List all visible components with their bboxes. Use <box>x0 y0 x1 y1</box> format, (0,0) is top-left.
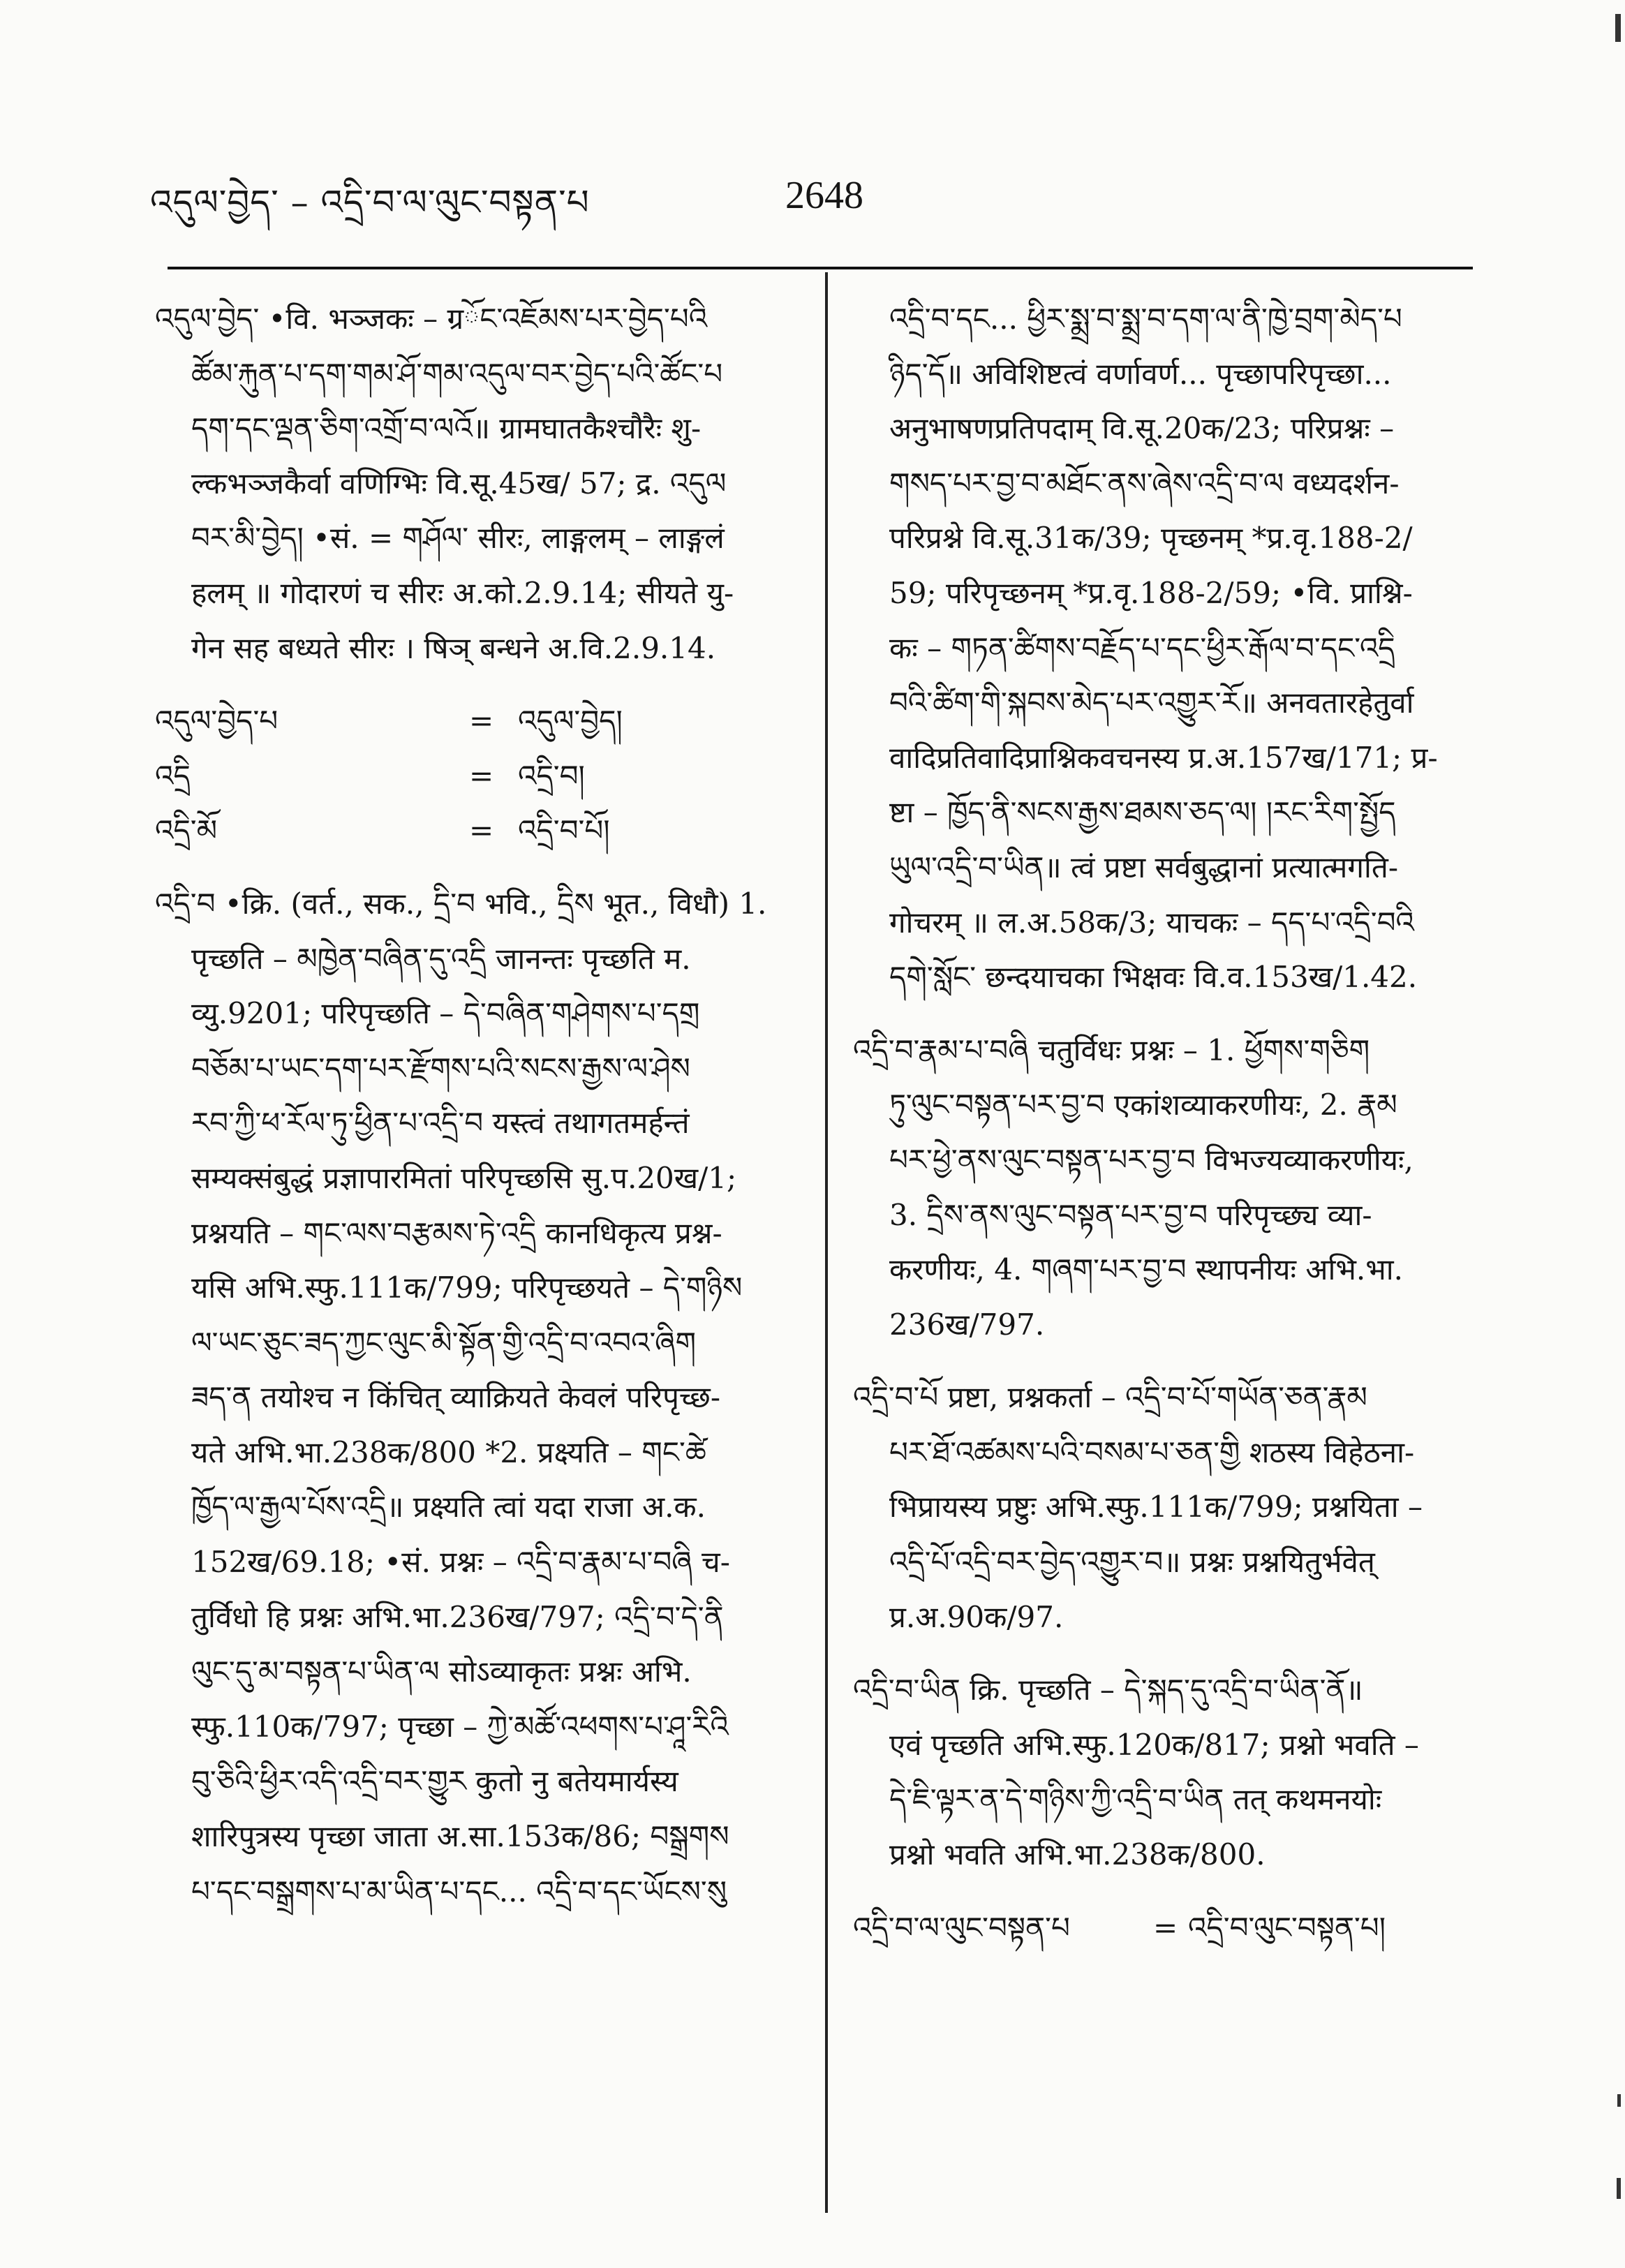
entry-line: གསད་པར་བྱ་བ་མཐོང་ནས་ཞེས་འདྲི་བ་ལ वध्यदर्शन- <box>889 466 1400 501</box>
entry-dribwa <box>155 877 797 1919</box>
equals-sign: = <box>469 758 494 793</box>
cross-reference-target: འདྲི་བ་ལུང་བསྟན་པ། <box>1188 1910 1386 1945</box>
entry-dribwa-rnampa-bzhi <box>853 1023 1460 1353</box>
page-number: 2648 <box>785 174 863 217</box>
running-header: འདུལ་བྱེད་ – འདྲི་བ་ལ་ལུང་བསྟན་པ <box>150 182 590 223</box>
entry-line: प्र.अ.90क/97. <box>889 1599 1064 1634</box>
entry-line: 3. དྲིས་ནས་ལུང་བསྟན་པར་བྱ་བ परिपृच्छ्य व्या- <box>889 1197 1372 1232</box>
headword: འདྲི <box>155 758 191 793</box>
equals-sign: = <box>469 813 494 848</box>
entry-line: परिप्रश्ने वि.सू.31क/39; पृच्छनम् *प्र.वृ.188-2/ <box>889 521 1413 556</box>
header-rule <box>168 267 1473 269</box>
entry-line: कः – གཏན་ཚིགས་བརྗོད་པ་དང་ཕྱིར་རྒོལ་བ་དང་འདྲི <box>889 630 1395 665</box>
cross-reference-target: འདྲི་བ་པོ། <box>518 813 610 848</box>
entry-line: ཟད་ན तयोश्च न किंचित् व्याक्रियते केवलं परिपृच्छ- <box>191 1380 721 1415</box>
entry-line: པར་ཐོ་འཚམས་པའི་བསམ་པ་ཅན་གྱི शठस्य विहेठना- <box>889 1435 1415 1469</box>
entry-line: རབ་ཀྱི་ཕ་རོལ་ཏུ་ཕྱིན་པ་འདྲི་བ यस्त्वं तथागतमर्हन्तं <box>191 1106 690 1141</box>
entry-line: ཁྱོད་ལ་རྒྱལ་པོས་འདྲི॥ प्रक्ष्यति त्वां यदा राजा अ.क. <box>191 1490 706 1525</box>
entry-line: अनुभाषणप्रतिपदाम् वि.सू.20क/23; परिप्रश्नः – <box>889 411 1395 446</box>
entry-line: ཡུལ་འདྲི་བ་ཡིན॥ त्वं प्रष्टा सर्वबुद्धानां प्रत्यात्मगति- <box>889 850 1399 884</box>
entry-line: ཉིད་དོ॥ अविशिष्टत्वं वर्णावर्ण... पृच्छापरिपृच्छा... <box>889 356 1392 391</box>
entry-line: भिप्रायस्य प्रष्टुः अभि.स्फु.111क/799; प्रश्नयिता – <box>889 1490 1423 1525</box>
equals-sign: = <box>469 704 494 739</box>
entry-line: འདྲི་བ་རྣམ་པ་བཞི चतुर्विधः प्रश्नः – 1. ཕྱོགས་གཅིག <box>853 1032 1370 1067</box>
entry-line: ཚོམ་རྐུན་པ་དག་གམ་ཤོ་གམ་འདུལ་བར་བྱེད་པའི་ཚོང་པ <box>191 356 723 391</box>
entry-line: ཏུ་ལུང་བསྟན་པར་བྱ་བ एकांशव्याकरणीयः, 2. རྣམ <box>889 1088 1397 1122</box>
scan-edge-marks <box>1607 0 1621 2268</box>
entry-line: यसि अभि.स्फु.111क/799; परिपृच्छयते – དེ་གཉིས <box>191 1270 743 1305</box>
entry-dulbyed <box>155 292 797 676</box>
entry-line: हलम् ॥ गोदारणं च सीरः अ.को.2.9.14; सीयते यु- <box>191 575 734 610</box>
left-column <box>155 292 797 1919</box>
entry-line: དེ་ཇི་ལྟར་ན་དེ་གཉིས་ཀྱི་འདྲི་བ་ཡིན तत् कथमनयोः <box>889 1782 1382 1817</box>
entry-line: पृच्छति – མཁྱེན་བཞིན་དུ་འདྲི जानन्तः पृच्छति म. <box>191 941 691 976</box>
entry-line: व्यु.9201; परिपृच्छति – དེ་བཞིན་གཤེགས་པ་དགྲ <box>191 996 700 1031</box>
entry-line: འདུལ་བྱེད་ •वि. भञ्जकः – ग्रོང་འཇོམས་པར་བྱེད་པའི <box>155 302 708 336</box>
entry-line: 59; परिपृच्छनम् *प्र.वृ.188-2/59; •वि. प्राश्नि- <box>889 575 1413 610</box>
headword: འདྲི་བ་ལ་ལུང་བསྟན་པ <box>853 1910 1070 1945</box>
entry-line: वादिप्रतिवादिप्राश्निकवचनस्य प्र.अ.157ख/171; प्र- <box>889 740 1438 775</box>
headword: འདུལ་བྱེད་པ <box>155 704 279 739</box>
entry-line: ष्टा – ཁྱོད་ནི་སངས་རྒྱས་ཐམས་ཅད་ལ། །རང་རིག་སྤྱོད <box>889 795 1396 830</box>
entry-line: བའི་ཚིག་གི་སྐབས་མེད་པར་འགྱུར་རོ॥ अनवतारहेतुर्वा <box>889 685 1414 720</box>
entry-line: འདྲི་བ་དང... ཕྱིར་སྨྲ་བ་སྨྲ་བ་དག་ལ་ནི་ཁྱེ་བྲག་མེད་པ <box>889 302 1402 336</box>
cross-reference-target: འདུལ་བྱེད། <box>518 704 623 739</box>
entry-line: པར་ཕྱེ་ནས་ལུང་བསྟན་པར་བྱ་བ विभज्यव्याकरणीयः, <box>889 1142 1413 1177</box>
entry-line: शारिपुत्रस्य पृच्छा जाता अ.सा.153क/86; བསྒྲགས <box>191 1819 729 1854</box>
entry-line: गेन सह बध्यते सीरः । षिञ् बन्धने अ.वि.2.9.14. <box>191 630 716 665</box>
cross-reference-row <box>155 803 797 859</box>
entry-line: བཅོམ་པ་ཡང་དག་པར་རྫོགས་པའི་སངས་རྒྱས་ལ་ཤེས <box>191 1051 690 1085</box>
cross-reference-row <box>155 694 797 749</box>
entry-line: एवं पृच्छति अभि.स्फु.120क/817; प्रश्नो भवति – <box>889 1727 1419 1762</box>
entry-line: स्फु.110क/797; पृच्छा – ཀྱེ་མཚོ་འཕགས་པ་ཤཱ་རིའི <box>191 1709 729 1744</box>
entry-line: करणीयः, 4. གཞག་པར་བྱ་བ स्थापनीयः अभि.भा. <box>889 1252 1403 1287</box>
entry-line: བུ་ཅིའི་ཕྱིར་འདི་འདྲི་བར་གྱུར कुतो नु बतेयमार्यस्य <box>191 1764 678 1799</box>
cross-reference-target: འདྲི་བ། <box>518 758 585 793</box>
entry-line: བར་མི་བྱེད། •सं. = གཤོལ་ सीरः, लाङ्गलम् – लाङ्गलं <box>191 521 725 556</box>
entry-line: འདྲི་པོ་འདྲི་བར་བྱེད་འགྱུར་བ॥ प्रश्नः प्रश्नयितुर्भवेत् <box>889 1545 1375 1580</box>
entry-dribwa-yin <box>853 1663 1460 1882</box>
entry-line: དག་དང་ལྡན་ཅིག་འགྲོ་བ་ལའོ॥ ग्रामघातकैश्चौरैः शु- <box>191 411 702 446</box>
entry-line: 152ख/69.18; •सं. प्रश्नः – འདྲི་བ་རྣམ་པ་བཞི च- <box>191 1545 730 1580</box>
cross-reference-row <box>853 1901 1460 1956</box>
entry-line: यते अभि.भा.238क/800 *2. प्रक्ष्यति – གང་ཚེ <box>191 1435 706 1469</box>
entry-line: सम्यक्संबुद्धं प्रज्ञापारमितां परिपृच्छसि सु.प.20ख/1; <box>191 1160 737 1195</box>
entry-line: प्रश्नयति – གང་ལས་བརྩམས་ཏེ་འདྲི कानधिकृत्य प्रश्न- <box>191 1215 722 1250</box>
entry-line: འདྲི་བ་ཡིན क्रि. पृच्छति – དེ་སྐད་དུ་འདྲི་བ་ཡིན་ནོ॥ <box>853 1673 1363 1707</box>
entry-line: པ་དང་བསྒྲགས་པ་མ་ཡིན་པ་དང... འདྲི་བ་དང་ཡོངས་སུ <box>191 1874 727 1908</box>
entry-dribwa-po <box>853 1370 1460 1645</box>
entry-dribwa-continued <box>853 292 1460 1005</box>
equals-sign: = <box>1153 1910 1178 1945</box>
entry-line: ལུང་དུ་མ་བསྟན་པ་ཡིན་ལ सोऽव्याकृतः प्रश्नः अभि. <box>191 1654 692 1689</box>
entry-line: འདྲི་བ •क्रि. (वर्त., सक., དྲི་བ भवि., དྲིས भूत., विधौ) 1. <box>155 886 767 921</box>
cross-reference-row <box>155 749 797 804</box>
entry-line: ल्कभञ्जकैर्वा वणिग्भिः वि.सू.45ख/ 57; द्र. འདུལ <box>191 466 727 501</box>
entry-line: तुर्विधो हि प्रश्नः अभि.भा.236ख/797; འདྲི་བ་དེ་ནི <box>191 1599 724 1634</box>
column-divider <box>825 272 828 2213</box>
entry-line: प्रश्नो भवति अभि.भा.238क/800. <box>889 1837 1266 1872</box>
headword: འདྲི་མོ <box>155 813 218 848</box>
entry-line: ལ་ཡང་ཅུང་ཟད་ཀྱང་ལུང་མི་སྟོན་གྱི་འདྲི་བ་འབའ་ཞིག <box>191 1325 697 1360</box>
entry-line: 236ख/797. <box>889 1307 1045 1342</box>
entry-line: गोचरम् ॥ ल.अ.58क/3; याचकः – དད་པ་འདྲི་བའི <box>889 905 1414 940</box>
entry-line: འདྲི་བ་པོ प्रष्टा, प्रश्नकर्ता – འདྲི་བ་པོ་གཡོན་ཅན་རྣམ <box>853 1380 1367 1415</box>
entry-line: དགེ་སློང་ छन्दयाचका भिक्षवः वि.व.153ख/1.42. <box>889 960 1418 995</box>
right-column <box>853 292 1460 1955</box>
